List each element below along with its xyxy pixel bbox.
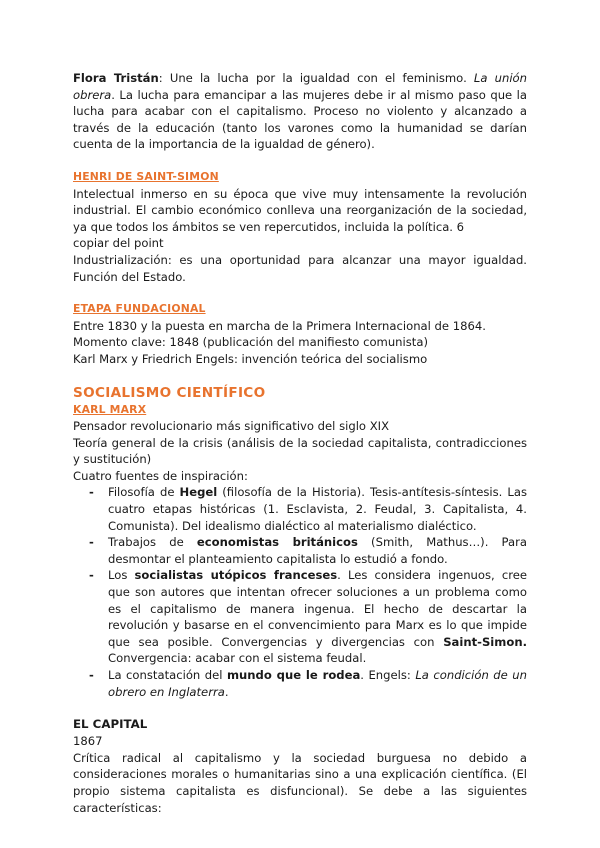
item-bold: economistas británicos — [196, 535, 358, 550]
etapa-line: Momento clave: 1848 (publicación del manifiesto comunista) — [73, 335, 428, 350]
item-text: Los — [108, 568, 135, 583]
marx-line: Cuatro fuentes de inspiración: — [73, 468, 248, 483]
saint-simon-heading: HENRI DE SAINT-SIMON — [73, 169, 219, 183]
item-bold: Saint-Simon. — [443, 634, 527, 649]
item-text: La constatación del — [108, 668, 227, 682]
saint-simon-paragraph-1: Intelectual inmerso en su época que vive muy intensamente la revolución industrial. El cambio económico conlleva una reorganización de la sociedad, ya que todos los ámbitos se ven repercutidos, incluida la política. 6 — [73, 186, 527, 234]
item-text: Trabajos de — [108, 535, 197, 550]
item-text: . Engels: — [360, 668, 416, 682]
etapa-line: Karl Marx y Friedrich Engels: invención teórica del socialismo — [73, 351, 428, 366]
marx-line: Pensador revolucionario más significativo del siglo XIX — [73, 419, 390, 434]
document-content — [73, 70, 527, 816]
item-text: Convergencia: acabar con el sistema feudal. — [108, 651, 367, 666]
list-item-hegel — [73, 484, 527, 534]
item-text: Filosofía de — [108, 485, 180, 500]
item-italic: La condición de un obrero en Inglaterra — [108, 668, 527, 699]
etapa-line: Entre 1830 y la puesta en marcha de la Primera Internacional de 1864. — [73, 318, 486, 333]
saint-simon-paragraph-3: Industrialización: es una oportunidad para alcanzar una mayor igualdad. Función del Estado. — [73, 252, 527, 284]
item-bold: Hegel — [179, 485, 218, 500]
intro-text-1: : Une la lucha por la igualdad con el feminismo. — [158, 71, 474, 85]
saint-simon-paragraph-2: copiar del point — [73, 236, 164, 251]
list-item-economistas — [73, 534, 527, 567]
el-capital-title: EL CAPITAL — [73, 717, 148, 732]
inspiration-list — [73, 484, 527, 700]
item-bold: mundo que le rodea — [226, 668, 361, 682]
item-text: (filosofía de la Historia). Tesis-antítesis-síntesis. Las cuatro etapas históricas (1. Esclavista, 2. Feudal, 3. Capitalista, 4. Comunista). Del idealismo dialéctico al materialismo dialéctico. — [108, 485, 527, 533]
el-capital-year: 1867 — [73, 734, 103, 749]
socialismo-cientifico-title: SOCIALISMO CIENTÍFICO — [73, 384, 266, 401]
list-item-mundo — [73, 667, 527, 700]
list-item-utopicos — [73, 567, 527, 667]
item-text: . Les considera ingenuos, cree que son autores que intentan ofrecer soluciones a un problema como es el capitalismo de manera ingenua. El hecho de descartar la revolución y basarse en el convencimiento para Marx es lo que impide que sea posible. Convergencias y divergencias con — [108, 568, 527, 649]
marx-line: Teoría general de la crisis (análisis de la sociedad capitalista, contradicciones y sustitución) — [73, 435, 527, 467]
item-text: . — [224, 684, 229, 699]
etapa-heading: ETAPA FUNDACIONAL — [73, 302, 206, 316]
item-text: (Smith, Mathus…). Para desmontar el planteamiento capitalista lo estudió a fondo. — [108, 535, 528, 566]
el-capital-paragraph: Crítica radical al capitalismo y la sociedad burguesa no debido a consideraciones morales o humanitarias sino a una explicación científica. (El propio sistema capitalista es disfuncional). Se debe a las siguientes características: — [73, 750, 527, 815]
intro-paragraph — [73, 70, 527, 153]
intro-book-title: La unión obrera — [73, 71, 527, 102]
intro-text-2: . La lucha para emancipar a las mujeres debe ir al mismo paso que la lucha para acabar con el capitalismo. Proceso no violento y alcanzado a través de la educación (tanto los varones como la humanidad se darían cuenta de la importancia de la igualdad de género). — [73, 87, 527, 152]
intro-name: Flora Tristán — [73, 71, 159, 85]
item-bold: socialistas utópicos franceses — [134, 568, 338, 583]
karl-marx-heading: KARL MARX — [73, 402, 147, 416]
